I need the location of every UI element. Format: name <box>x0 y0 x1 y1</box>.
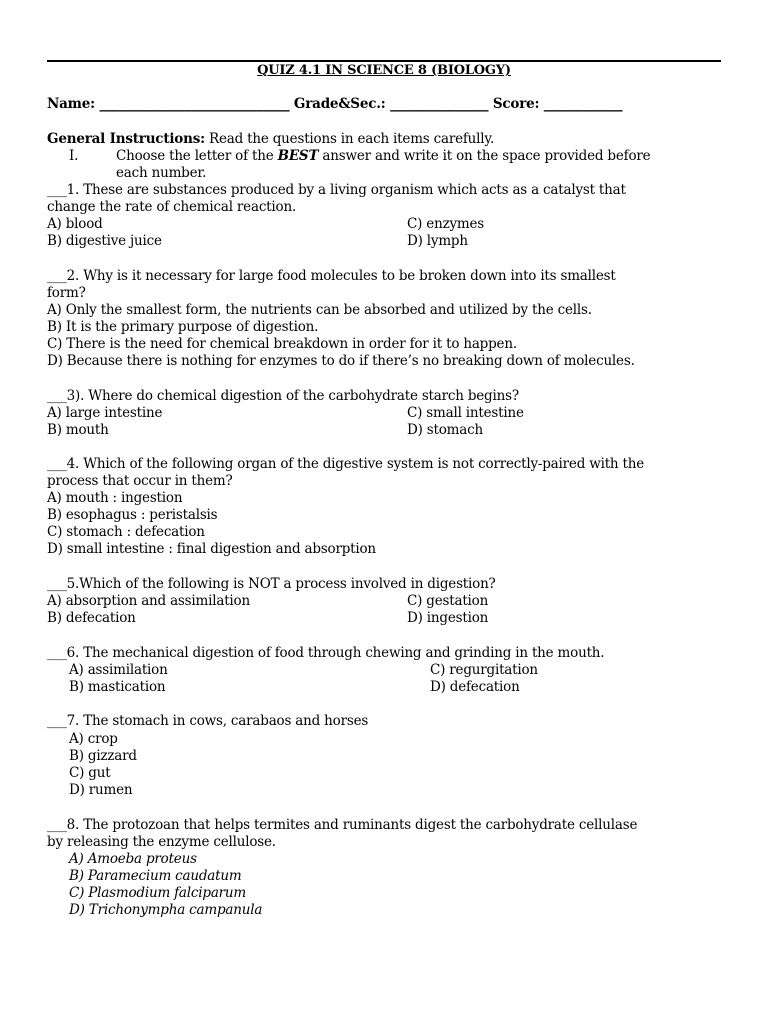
q6-choice-b: B) mastication <box>69 679 166 695</box>
question-1-line1: ___1. These are substances produced by a living organism which acts as a catalyst that <box>47 182 626 198</box>
instructions-label: General Instructions: <box>47 131 205 147</box>
part-instruction-line1 <box>116 148 650 165</box>
q6-choice-d: D) defecation <box>430 679 520 695</box>
q5-choice-b: B) defecation <box>47 610 136 626</box>
q2-choice-d: D) Because there is nothing for enzymes to do if there’s no breaking down of molecules. <box>47 353 635 369</box>
name-field[interactable]: _____________________________ <box>99 96 290 112</box>
q2-choice-b: B) It is the primary purpose of digestion. <box>47 319 319 335</box>
question-8-line1: ___8. The protozoan that helps termites and ruminants digest the carbohydrate cellulase <box>47 817 638 833</box>
q3-choice-c: C) small intestine <box>407 405 524 421</box>
q1-choice-d: D) lymph <box>407 233 468 249</box>
q8-choice-d: D) Trichonympha campanula <box>69 902 263 918</box>
q6-choice-c: C) regurgitation <box>430 662 538 678</box>
score-field[interactable]: ____________ <box>543 96 623 112</box>
grade-field[interactable]: _______________ <box>390 96 489 112</box>
question-2-line1: ___2. Why is it necessary for large food molecules to be broken down into its smallest <box>47 268 616 284</box>
question-4-line2: process that occur in them? <box>47 473 233 489</box>
grade-label: Grade&Sec.: <box>293 96 386 112</box>
question-3-line1: ___3). Where do chemical digestion of the carbohydrate starch begins? <box>47 388 519 404</box>
question-8-line2: by releasing the enzyme cellulose. <box>47 834 276 850</box>
question-5-line1: ___5.Which of the following is NOT a process involved in digestion? <box>47 576 496 592</box>
part-instruction-line2: each number. <box>116 165 207 181</box>
question-7-line1: ___7. The stomach in cows, carabaos and horses <box>47 713 369 729</box>
q8-choice-c: C) Plasmodium falciparum <box>69 885 247 901</box>
q7-choice-c: C) gut <box>69 765 111 781</box>
question-4-line1: ___4. Which of the following organ of the digestive system is not correctly-paired with the <box>47 456 645 472</box>
q2-choice-c: C) There is the need for chemical breakdown in order for it to happen. <box>47 336 517 352</box>
part-text-after: answer and write it on the space provided before <box>322 148 651 164</box>
q8-choice-a: A) Amoeba proteus <box>69 851 197 867</box>
q2-choice-a: A) Only the smallest form, the nutrients can be absorbed and utilized by the cells. <box>47 302 592 318</box>
q5-choice-c: C) gestation <box>407 593 489 609</box>
header-line <box>47 96 622 113</box>
score-label: Score: <box>492 96 540 112</box>
q8-choice-b: B) Paramecium caudatum <box>69 868 242 884</box>
q4-choice-b: B) esophagus : peristalsis <box>47 507 218 523</box>
q4-choice-c: C) stomach : defecation <box>47 524 205 540</box>
part-numeral: I. <box>69 148 79 164</box>
q7-choice-d: D) rumen <box>69 782 133 798</box>
q5-choice-d: D) ingestion <box>407 610 489 626</box>
question-6-line1: ___6. The mechanical digestion of food through chewing and grinding in the mouth. <box>47 645 605 661</box>
q6-choice-a: A) assimilation <box>69 662 168 678</box>
q7-choice-a: A) crop <box>69 731 118 747</box>
q1-choice-c: C) enzymes <box>407 216 485 232</box>
q3-choice-b: B) mouth <box>47 422 109 438</box>
q7-choice-b: B) gizzard <box>69 748 137 764</box>
q3-choice-d: D) stomach <box>407 422 483 438</box>
q4-choice-a: A) mouth : ingestion <box>47 490 183 506</box>
question-1-line2: change the rate of chemical reaction. <box>47 199 297 215</box>
top-rule <box>47 60 721 62</box>
q5-choice-a: A) absorption and assimilation <box>47 593 250 609</box>
q3-choice-a: A) large intestine <box>47 405 163 421</box>
instructions-text: Read the questions in each items carefully. <box>209 131 495 147</box>
q1-choice-a: A) blood <box>47 216 103 232</box>
part-emphasis: BEST <box>277 148 319 164</box>
question-2-line2: form? <box>47 285 86 301</box>
page-title: QUIZ 4.1 IN SCIENCE 8 (BIOLOGY) <box>257 63 511 78</box>
general-instructions <box>47 131 494 148</box>
q1-choice-b: B) digestive juice <box>47 233 162 249</box>
name-label: Name: <box>47 96 95 112</box>
part-text-before: Choose the letter of the <box>116 148 274 164</box>
q4-choice-d: D) small intestine : final digestion and absorption <box>47 541 376 557</box>
